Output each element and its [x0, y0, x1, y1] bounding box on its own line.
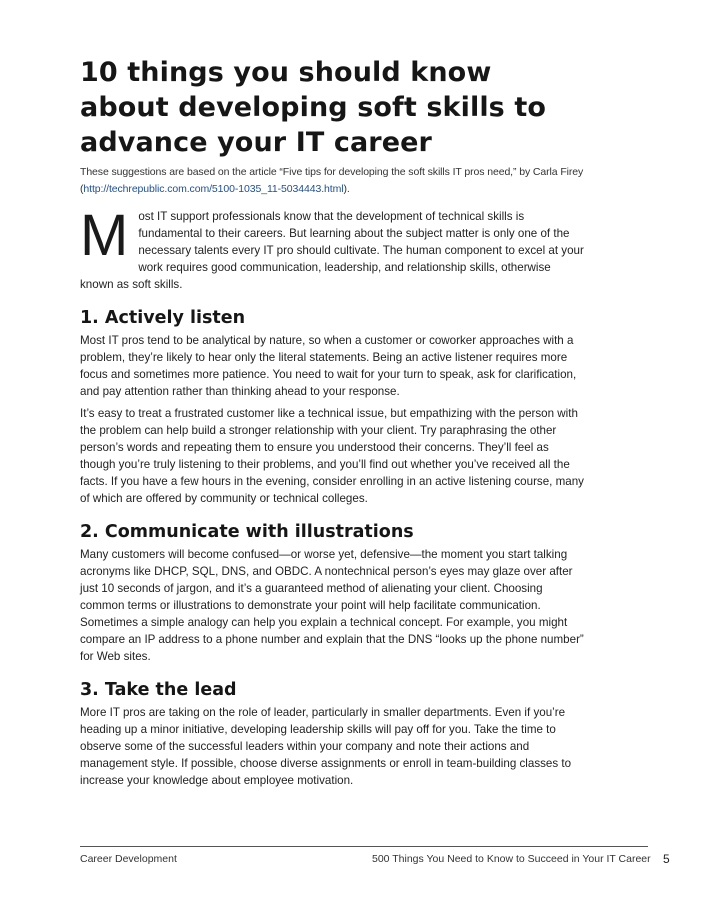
lead-text: ost IT support professionals know that the development of technical skills is fundamental to their careers. But learning about the subject matter is only one of the necessary talents every IT pro should cultivate. The human component to excel at your work requires good communication, leadership, and relationship skills, otherwise known as soft skills. [80, 210, 584, 291]
lead-paragraph [80, 203, 585, 293]
source-note-text: These suggestions are based on the article “Five tips for developing the soft skills IT pros need,” by Carla Firey ( [80, 166, 584, 195]
source-link[interactable]: http://techrepublic.com.com/5100-1035_11-5034443.html [83, 183, 344, 195]
page-number: 5 [663, 852, 670, 866]
section-2-paragraph-1: Many customers will become confused—or worse yet, defensive—the moment you start talking acronyms like DHCP, SQL, DNS, and OBDC. A nontechnical person’s eyes may glaze over after just 10 seconds of jargon, and it’s a guaranteed method of alienating your client. Choosing common terms or illustrations to demonstrate your point will help facilitate communication. Sometimes a simple analogy can help you explain a technical concept. For example, you might compare an IP address to a phone number and explain that the DNS “looks up the phone number” for Web sites. [80, 548, 584, 663]
article-title: 10 things you should know about developing soft skills to advance your IT career [80, 57, 547, 158]
article-body [80, 55, 585, 794]
drop-cap: M [80, 203, 129, 268]
section-1-paragraph-1: Most IT pros tend to be analytical by nature, so when a customer or coworker approaches with a problem, they’re likely to hear only the literal statements. Being an active listener requires more focus and sometimes more patience. You need to wait for your turn to speak, ask for clarification, and pay attention rather than thinking ahead to your response. [80, 334, 577, 398]
source-note-suffix: ). [343, 183, 350, 195]
footer-section-name: Career Development [80, 853, 177, 865]
footer-divider [80, 846, 648, 847]
section-1-paragraph-2: It’s easy to treat a frustrated customer like a technical issue, but empathizing with the person with the problem can help build a stronger relationship with your client. Try paraphrasing the other person’s words and repeating them to ensure you understood their concerns. They’ll feel as though you’re truly listening to their problems, and you’ll find out whether you’ve received all the facts. If you have a few hours in the evening, consider enrolling in an active listening course, many of which are offered by community or technical colleges. [80, 407, 584, 505]
section-3-paragraph-1: More IT pros are taking on the role of leader, particularly in smaller departments. Even if you’re heading up a minor initiative, developing leadership skills will pay off for you. Take the time to observe some of the successful leaders within your company and note their actions and management style. If possible, choose diverse assignments or enroll in team-building classes to increase your knowledge about employee motivation. [80, 706, 572, 787]
section-heading-1: 1. Actively listen [80, 308, 246, 328]
section-heading-2: 2. Communicate with illustrations [80, 522, 414, 542]
section-heading-3: 3. Take the lead [80, 680, 237, 700]
source-note [80, 164, 585, 198]
footer-book-title: 500 Things You Need to Know to Succeed in Your IT Career [372, 853, 651, 865]
